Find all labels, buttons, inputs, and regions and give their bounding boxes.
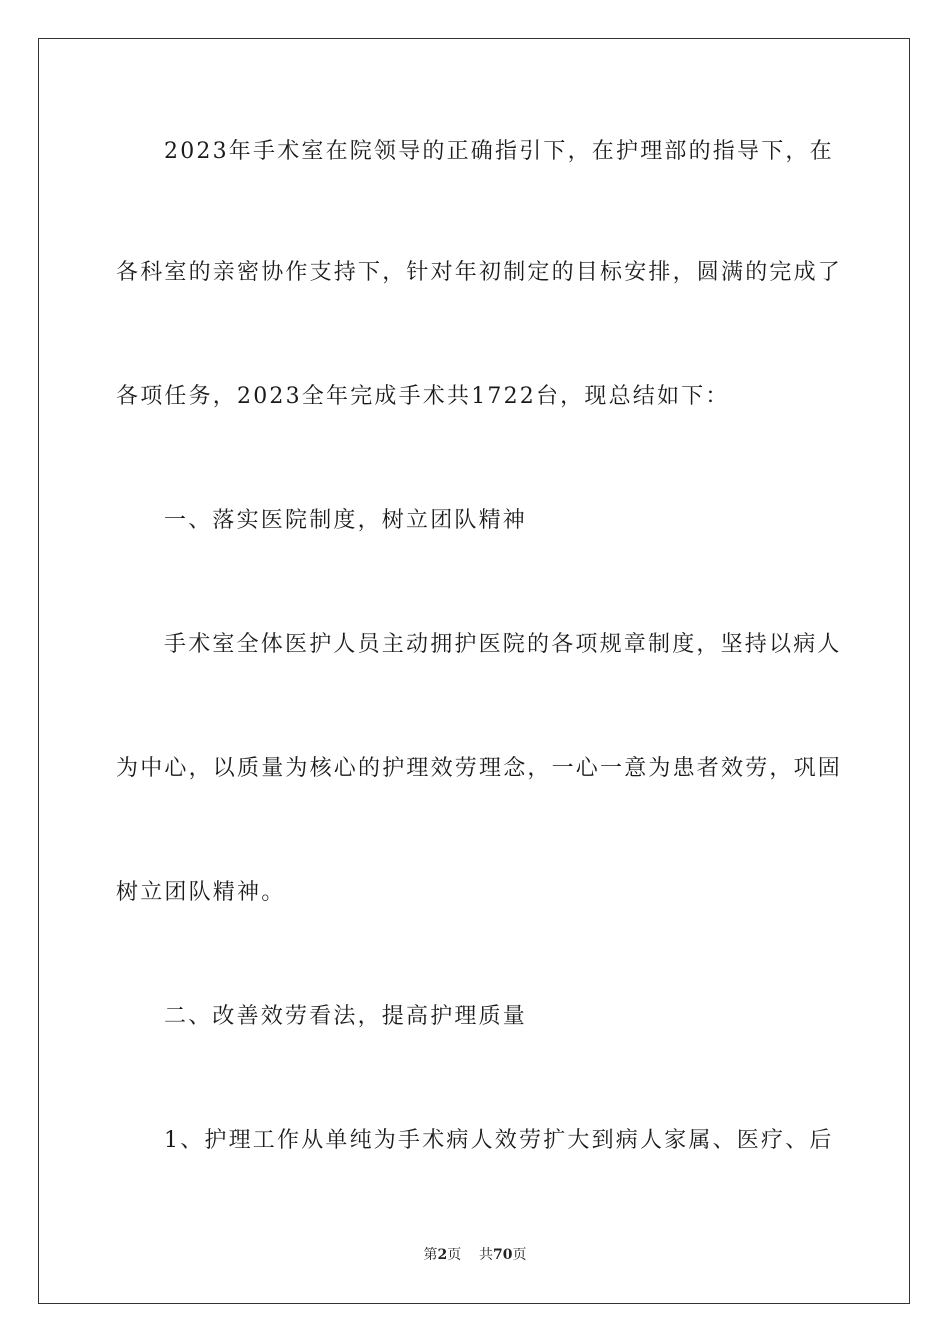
total-pages: 70 — [493, 1247, 513, 1263]
total-prefix: 共 — [479, 1247, 494, 1263]
paragraph-line-3: 各项任务，2023全年完成手术共1722台，现总结如下： — [116, 384, 730, 409]
page-footer — [0, 1245, 950, 1265]
paragraph-line-4: 手术室全体医护人员主动拥护医院的各项规章制度，坚持以病人 — [164, 632, 842, 657]
page-suffix: 页 — [447, 1247, 462, 1263]
paragraph-line-6: 树立团队精神。 — [116, 880, 286, 905]
page-number: 2 — [437, 1247, 448, 1263]
page-border — [38, 38, 910, 1304]
paragraph-line-5: 为中心，以质量为核心的护理效劳理念，一心一意为患者效劳，巩固 — [116, 756, 843, 781]
total-suffix: 页 — [512, 1247, 527, 1263]
paragraph-line-1: 2023年手术室在院领导的正确指引下，在护理部的指导下，在 — [164, 139, 834, 164]
section-heading-1: 一、落实医院制度，树立团队精神 — [164, 508, 528, 533]
paragraph-line-2: 各科室的亲密协作支持下，针对年初制定的目标安排，圆满的完成了 — [116, 260, 843, 285]
page-prefix: 第 — [423, 1247, 438, 1263]
paragraph-line-7: 1、护理工作从单纯为手术病人效劳扩大到病人家属、医疗、后 — [164, 1128, 834, 1153]
section-heading-2: 二、改善效劳看法，提高护理质量 — [164, 1004, 528, 1029]
